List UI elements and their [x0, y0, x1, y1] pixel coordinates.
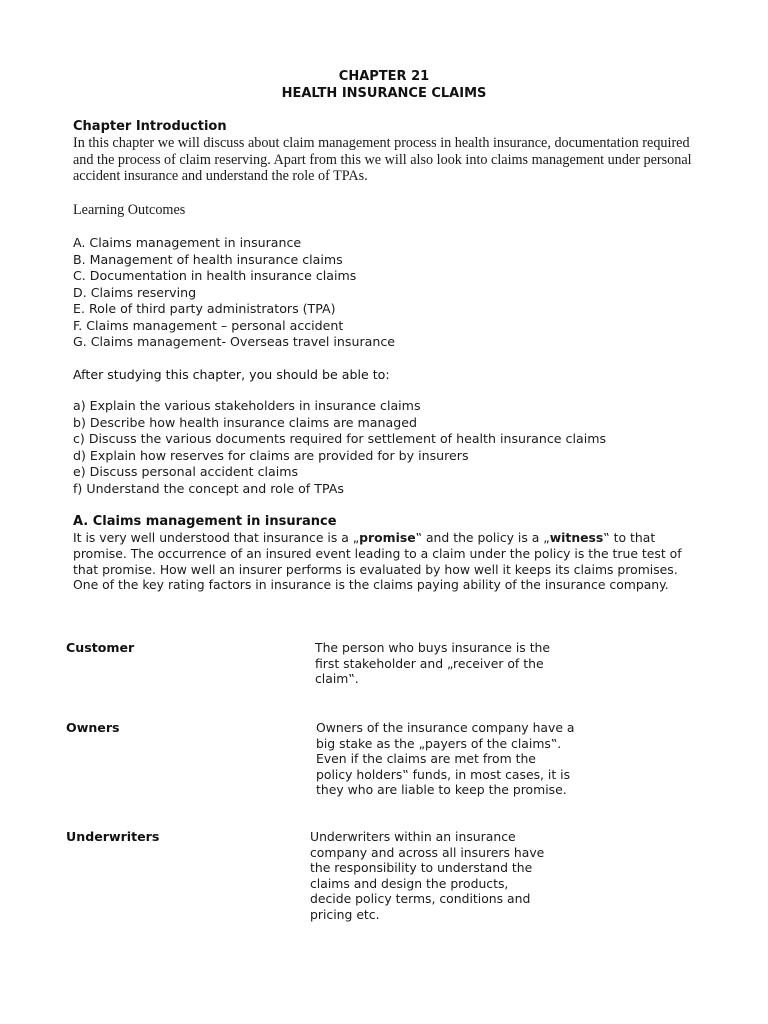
list-item: D. Claims reserving [73, 284, 197, 300]
section-a-text-2: ‟ and the policy is a „ [415, 530, 550, 545]
stakeholder-term-customer: Customer [66, 640, 135, 655]
stakeholder-desc-customer: The person who buys insurance is the first stakeholder and „receiver of the claim‟. [315, 640, 551, 687]
list-item: B. Management of health insurance claims [73, 251, 343, 267]
chapter-introduction [73, 118, 713, 185]
section-a [73, 513, 703, 593]
abilities-list [73, 398, 606, 497]
list-item: d) Explain how reserves for claims are provided for by insurers [73, 447, 469, 463]
chapter-header [0, 68, 768, 102]
list-item: f) Understand the concept and role of TPAs [73, 480, 344, 496]
list-item: a) Explain the various stakeholders in insurance claims [73, 398, 421, 413]
chapter-title: HEALTH INSURANCE CLAIMS [281, 86, 487, 101]
list-item: c) Discuss the various documents required for settlement of health insurance claims [73, 431, 607, 446]
list-item: b) Describe how health insurance claims are managed [73, 414, 417, 430]
intro-heading: Chapter Introduction [73, 119, 227, 134]
list-item: C. Documentation in health insurance claims [73, 268, 357, 283]
list-item: E. Role of third party administrators (TPA) [73, 301, 336, 316]
section-a-heading: A. Claims management in insurance [73, 514, 337, 529]
list-item: A. Claims management in insurance [73, 235, 302, 250]
stakeholder-term-owners: Owners [66, 720, 120, 735]
learning-outcomes-title: Learning Outcomes [73, 202, 186, 218]
section-a-text-1: It is very well understood that insurance is a „ [73, 530, 360, 545]
section-a-paragraph [73, 530, 693, 593]
list-item: e) Discuss personal accident claims [73, 464, 299, 479]
stakeholder-term-underwriters: Underwriters [66, 829, 160, 844]
witness-term: witness [549, 530, 604, 545]
intro-paragraph: In this chapter we will discuss about claim management process in health insurance, documentation required and the process of claim reserving. Apart from this we will also look into claims management under personal accident insurance and understand the role of TPAs. [73, 135, 692, 185]
section-a-text-3: ‟ to that promise. The occurrence of an insured event leading to a claim under the policy is the true test of that promise. How well an insurer performs is evaluated by how well it keeps its claims promises. One of the key rating factors in insurance is the claims paying ability of the insurance company. [73, 530, 682, 593]
after-studying-text: After studying this chapter, you should be able to: [73, 367, 390, 382]
list-item: F. Claims management – personal accident [73, 317, 344, 333]
promise-term: promise [359, 530, 416, 545]
list-item: G. Claims management- Overseas travel insurance [73, 334, 396, 349]
stakeholder-desc-underwriters: Underwriters within an insurance company and across all insurers have the responsibility to understand the claims and design the products, decide policy terms, conditions and pricing etc. [310, 829, 545, 922]
stakeholder-desc-owners: Owners of the insurance company have a big stake as the „payers of the claims‟. Even if the claims are met from the policy holders‟ funds, in most cases, it is they who are liable to keep the promise. [316, 720, 575, 798]
chapter-number: CHAPTER 21 [338, 69, 430, 84]
learning-outcomes-list [73, 235, 395, 351]
